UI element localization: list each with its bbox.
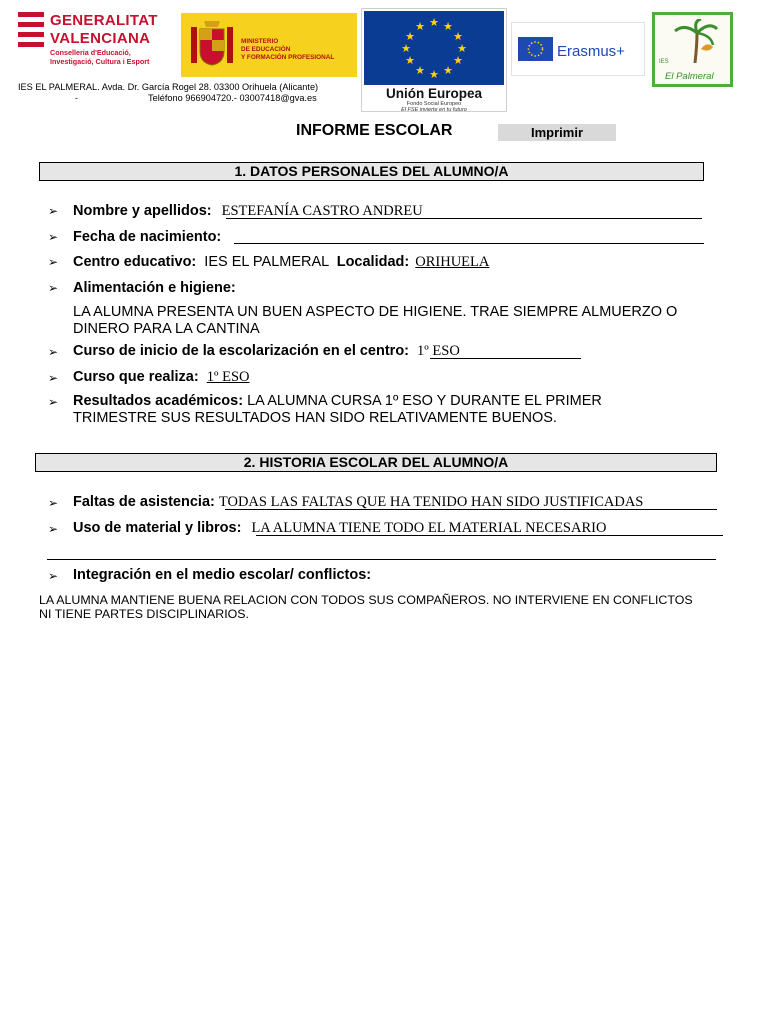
centro-value[interactable]: IES EL PALMERAL xyxy=(204,254,329,270)
resultados-text-cont: TRIMESTRE SUS RESULTADOS HAN SIDO RELATIVAMENTE BUENOS. xyxy=(73,410,557,426)
svg-text:★: ★ xyxy=(453,30,463,43)
resultados-block xyxy=(73,393,753,427)
localidad-value[interactable]: ORIHUELA xyxy=(415,254,490,270)
erasmus-logo xyxy=(511,22,645,76)
ministerio-educacion-logo xyxy=(181,13,357,77)
phone-dash: - xyxy=(75,93,78,103)
resultados-label: Resultados académicos: xyxy=(73,393,244,409)
nombre-underline xyxy=(226,218,702,219)
integracion-label: Integración en el medio escolar/ conflictos: xyxy=(73,567,372,583)
spain-coat-of-arms-icon xyxy=(187,19,237,71)
palmeral-ies-text: IES xyxy=(659,59,669,65)
palmeral-name: El Palmeral xyxy=(665,71,714,82)
fecha-label: Fecha de nacimiento: xyxy=(73,229,222,245)
bullet-icon: ➢ xyxy=(48,496,59,510)
ue-slogan: El FSE invierte en tu futuro xyxy=(401,107,467,113)
nombre-value[interactable]: ESTEFANÍA CASTRO ANDREU xyxy=(221,203,423,219)
faltas-label: Faltas de asistencia: xyxy=(73,494,215,510)
bullet-icon: ➢ xyxy=(48,395,59,409)
print-button[interactable]: Imprimir xyxy=(498,124,616,141)
faltas-value[interactable]: TODAS LAS FALTAS QUE HA TENIDO HAN SIDO JUSTIFICADAS xyxy=(218,494,644,510)
curso-realiza-row xyxy=(73,369,250,386)
ue-name: Unión Europea xyxy=(385,86,482,101)
bullet-icon: ➢ xyxy=(48,204,59,218)
curso-inicio-label: Curso de inicio de la escolarización en el centro: xyxy=(73,343,410,359)
bullet-icon: ➢ xyxy=(48,345,59,359)
section-2-heading: 2. HISTORIA ESCOLAR DEL ALUMNO/A xyxy=(35,453,717,472)
bullet-icon: ➢ xyxy=(48,255,59,269)
fecha-underline xyxy=(234,243,704,244)
svg-text:★: ★ xyxy=(457,42,467,55)
eu-flag-small-icon xyxy=(518,37,553,61)
centro-label: Centro educativo: xyxy=(73,254,197,270)
section-1-heading: 1. DATOS PERSONALES DEL ALUMNO/A xyxy=(39,162,704,181)
bullet-icon: ➢ xyxy=(48,371,59,385)
ies-el-palmeral-logo xyxy=(652,12,733,87)
curso-realiza-label: Curso que realiza: xyxy=(73,369,199,385)
svg-text:★: ★ xyxy=(405,54,415,67)
document-title: INFORME ESCOLAR xyxy=(296,122,453,139)
svg-text:★: ★ xyxy=(405,30,415,43)
ue-subtitle: Fondo Social Europeo xyxy=(406,101,462,107)
curso-inicio-value[interactable]: 1º ESO xyxy=(417,343,460,359)
integracion-row xyxy=(73,567,371,584)
material-value[interactable]: LA ALUMNA TIENE TODO EL MATERIAL NECESARIO xyxy=(251,520,607,536)
svg-text:★: ★ xyxy=(429,68,439,81)
curso-realiza-value[interactable]: 1º ESO xyxy=(206,369,250,385)
alimentacion-label: Alimentación e higiene: xyxy=(73,280,236,296)
svg-text:★: ★ xyxy=(401,42,411,55)
bullet-icon: ➢ xyxy=(48,230,59,244)
svg-text:★: ★ xyxy=(429,16,439,29)
union-europea-logo xyxy=(361,8,507,112)
localidad-label: Localidad: xyxy=(336,254,410,270)
school-phone-email: Teléfono 966904720.- 03007418@gva.es xyxy=(148,93,317,103)
nombre-label: Nombre y apellidos: xyxy=(73,203,212,219)
palm-tree-icon xyxy=(673,19,719,63)
resultados-text: LA ALUMNA CURSA 1º ESO Y DURANTE EL PRIMER xyxy=(247,393,602,409)
svg-text:★: ★ xyxy=(415,64,425,77)
svg-text:★: ★ xyxy=(443,64,453,77)
gv-title: GENERALITAT VALENCIANA xyxy=(50,12,158,47)
fecha-row xyxy=(73,229,227,246)
svg-text:★: ★ xyxy=(415,20,425,33)
integracion-text: LA ALUMNA MANTIENE BUENA RELACION CON TODOS SUS COMPAÑEROS. NO INTERVIENE EN CONFLICTOS NI TIENE PARTES DISCIPLINARIOS. xyxy=(39,593,693,621)
gv-subtitle: Conselleria d'Educació, Investigació, Cultura i Esport xyxy=(50,48,150,66)
bullet-icon: ➢ xyxy=(48,569,59,583)
centro-row xyxy=(73,254,489,271)
curso-inicio-row xyxy=(73,343,460,360)
alimentacion-text: LA ALUMNA PRESENTA UN BUEN ASPECTO DE HIGIENE. TRAE SIEMPRE ALMUERZO O DINERO PARA LA CANTINA xyxy=(73,304,678,337)
school-address: IES EL PALMERAL. Avda. Dr. García Rogel 28. 03300 Orihuela (Alicante) xyxy=(18,82,319,92)
faltas-underline xyxy=(225,509,717,510)
valencian-flag-icon xyxy=(18,10,44,56)
erasmus-text: Erasmus+ xyxy=(557,43,625,60)
eu-flag-icon xyxy=(364,11,504,85)
svg-text:★: ★ xyxy=(443,20,453,33)
bullet-icon: ➢ xyxy=(48,522,59,536)
material-underline xyxy=(256,535,723,536)
curso-inicio-underline xyxy=(430,358,581,359)
svg-text:★: ★ xyxy=(453,54,463,67)
bullet-icon: ➢ xyxy=(48,281,59,295)
generalitat-valenciana-logo xyxy=(18,10,168,88)
material-label: Uso de material y libros: xyxy=(73,520,242,536)
ministerio-text: MINISTERIO DE EDUCACIÓN Y FORMACIÓN PROFESIONAL xyxy=(241,38,335,61)
alimentacion-row xyxy=(73,280,236,297)
separator-line xyxy=(47,559,716,560)
